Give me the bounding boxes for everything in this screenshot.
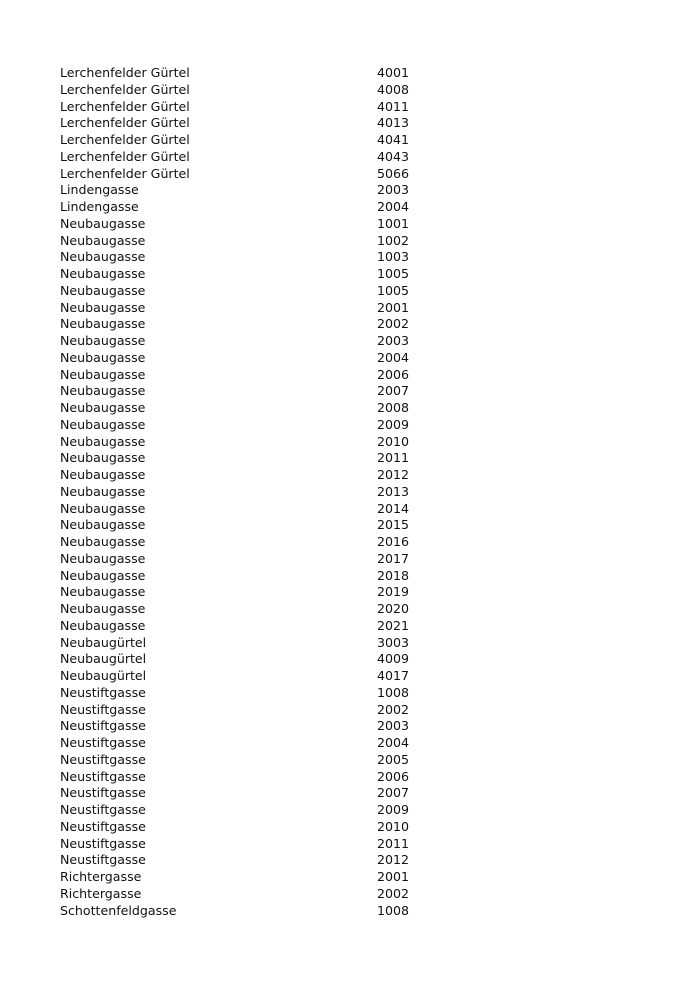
number-cell: 4041 — [377, 132, 410, 147]
table-row — [60, 400, 440, 417]
street-name-cell: Neubaugasse — [60, 349, 146, 365]
number-cell: 4017 — [377, 668, 410, 683]
street-name-cell: Lerchenfelder Gürtel — [60, 132, 190, 147]
street-name-cell: Neustiftgasse — [60, 701, 146, 717]
table-row — [60, 852, 440, 869]
table-row — [60, 249, 440, 266]
table-row — [60, 434, 440, 451]
number-cell: 3003 — [377, 634, 410, 650]
number-cell: 2010 — [377, 433, 410, 449]
table-row — [60, 769, 440, 786]
number-cell: 2018 — [377, 567, 410, 583]
number-cell: 4009 — [377, 651, 410, 667]
street-name-cell: Neubaugasse — [60, 316, 146, 332]
number-cell: 2006 — [377, 366, 410, 382]
street-name-cell: Neubaugasse — [60, 249, 146, 265]
number-cell: 2012 — [377, 852, 410, 868]
number-cell: 2001 — [377, 299, 410, 315]
table-row — [60, 300, 440, 317]
table-row — [60, 166, 440, 183]
table-row — [60, 333, 440, 350]
street-name-cell: Lerchenfelder Gürtel — [60, 115, 190, 131]
table-row — [60, 484, 440, 501]
table-row — [60, 115, 440, 132]
street-name-cell: Neubaugasse — [60, 550, 146, 566]
address-table — [60, 65, 440, 919]
street-name-cell: Neubaugasse — [60, 617, 146, 633]
number-cell: 4001 — [377, 65, 410, 80]
number-cell: 1008 — [377, 684, 410, 700]
table-row — [60, 651, 440, 668]
table-row — [60, 99, 440, 116]
street-name-cell: Neubaugürtel — [60, 634, 147, 650]
street-name-cell: Neubaugasse — [60, 450, 146, 466]
number-cell: 2004 — [377, 735, 410, 750]
street-name-cell: Neubaugasse — [60, 266, 146, 281]
number-cell: 2016 — [377, 534, 410, 549]
table-row — [60, 836, 440, 853]
table-row — [60, 149, 440, 166]
number-cell: 2003 — [377, 333, 410, 348]
number-cell: 1005 — [377, 282, 410, 298]
number-cell: 2003 — [377, 182, 410, 198]
table-row — [60, 903, 440, 920]
street-name-cell: Neubaugasse — [60, 567, 146, 583]
number-cell: 2017 — [377, 550, 410, 566]
table-row — [60, 266, 440, 283]
table-row — [60, 517, 440, 534]
number-cell: 2004 — [377, 199, 410, 214]
number-cell: 2021 — [377, 617, 410, 633]
street-name-cell: Neustiftgasse — [60, 684, 146, 700]
table-row — [60, 132, 440, 149]
street-name-cell: Neustiftgasse — [60, 751, 146, 767]
table-row — [60, 819, 440, 836]
street-name-cell: Neustiftgasse — [60, 835, 146, 851]
street-name-cell: Neubaugasse — [60, 215, 146, 231]
table-row — [60, 233, 440, 250]
table-row — [60, 283, 440, 300]
street-name-cell: Neubaugürtel — [60, 668, 147, 683]
table-row — [60, 367, 440, 384]
street-name-cell: Lerchenfelder Gürtel — [60, 148, 190, 164]
number-cell: 2013 — [377, 483, 410, 499]
number-cell: 2014 — [377, 500, 410, 516]
table-row — [60, 735, 440, 752]
table-row — [60, 568, 440, 585]
number-cell: 4013 — [377, 115, 410, 131]
table-row — [60, 501, 440, 518]
table-row — [60, 718, 440, 735]
street-name-cell: Neubaugasse — [60, 416, 146, 432]
number-cell: 2008 — [377, 400, 410, 415]
number-cell: 1002 — [377, 232, 410, 248]
table-row — [60, 886, 440, 903]
table-row — [60, 350, 440, 367]
street-name-cell: Neubaugasse — [60, 601, 146, 616]
number-cell: 2015 — [377, 517, 410, 533]
number-cell: 1005 — [377, 266, 410, 281]
table-row — [60, 702, 440, 719]
table-row — [60, 417, 440, 434]
table-row — [60, 802, 440, 819]
number-cell: 2002 — [377, 316, 410, 332]
street-name-cell: Neustiftgasse — [60, 802, 146, 817]
number-cell: 1008 — [377, 902, 410, 918]
street-name-cell: Neubaugasse — [60, 299, 146, 315]
table-row — [60, 182, 440, 199]
street-name-cell: Richtergasse — [60, 869, 142, 884]
street-name-cell: Neustiftgasse — [60, 785, 146, 801]
table-row — [60, 601, 440, 618]
number-cell: 2009 — [377, 416, 410, 432]
street-name-cell: Neubaugasse — [60, 282, 146, 298]
table-row — [60, 668, 440, 685]
number-cell: 2009 — [377, 802, 410, 817]
table-row — [60, 785, 440, 802]
table-row — [60, 82, 440, 99]
table-row — [60, 685, 440, 702]
street-name-cell: Neubaugasse — [60, 232, 146, 248]
table-row — [60, 467, 440, 484]
street-name-cell: Neubaugasse — [60, 534, 146, 549]
table-row — [60, 199, 440, 216]
street-name-cell: Neubaugasse — [60, 584, 146, 600]
street-name-cell: Neubaugasse — [60, 433, 146, 449]
street-name-cell: Neubaugürtel — [60, 651, 147, 667]
number-cell: 2011 — [377, 835, 410, 851]
table-row — [60, 65, 440, 82]
number-cell: 2007 — [377, 383, 410, 399]
number-cell: 2019 — [377, 584, 410, 600]
street-name-cell: Neubaugasse — [60, 517, 146, 533]
table-row — [60, 635, 440, 652]
street-name-cell: Lindengasse — [60, 182, 139, 198]
number-cell: 2020 — [377, 601, 410, 616]
table-row — [60, 584, 440, 601]
street-name-cell: Schottenfeldgasse — [60, 902, 177, 918]
table-row — [60, 869, 440, 886]
street-name-cell: Neustiftgasse — [60, 718, 146, 734]
street-name-cell: Lerchenfelder Gürtel — [60, 65, 190, 80]
number-cell: 5066 — [377, 165, 410, 181]
number-cell: 2004 — [377, 349, 410, 365]
number-cell: 1001 — [377, 215, 410, 231]
number-cell: 2006 — [377, 768, 410, 784]
number-cell: 2002 — [377, 885, 410, 901]
number-cell: 2011 — [377, 450, 410, 466]
street-name-cell: Lerchenfelder Gürtel — [60, 81, 190, 97]
street-name-cell: Neubaugasse — [60, 400, 146, 415]
number-cell: 4043 — [377, 148, 410, 164]
street-name-cell: Lerchenfelder Gürtel — [60, 165, 190, 181]
street-name-cell: Lerchenfelder Gürtel — [60, 98, 190, 114]
table-row — [60, 618, 440, 635]
street-name-cell: Neustiftgasse — [60, 768, 146, 784]
table-row — [60, 752, 440, 769]
table-row — [60, 216, 440, 233]
number-cell: 2002 — [377, 701, 410, 717]
number-cell: 1003 — [377, 249, 410, 265]
number-cell: 2003 — [377, 718, 410, 734]
table-row — [60, 383, 440, 400]
number-cell: 2007 — [377, 785, 410, 801]
street-name-cell: Richtergasse — [60, 885, 142, 901]
table-row — [60, 534, 440, 551]
number-cell: 2005 — [377, 751, 410, 767]
street-name-cell: Neubaugasse — [60, 383, 146, 399]
number-cell: 4008 — [377, 81, 410, 97]
table-row — [60, 316, 440, 333]
street-name-cell: Neubaugasse — [60, 366, 146, 382]
street-name-cell: Neubaugasse — [60, 467, 146, 482]
number-cell: 2012 — [377, 467, 410, 482]
table-row — [60, 551, 440, 568]
street-name-cell: Neustiftgasse — [60, 852, 146, 868]
street-name-cell: Neubaugasse — [60, 500, 146, 516]
street-name-cell: Neustiftgasse — [60, 818, 146, 834]
number-cell: 2010 — [377, 818, 410, 834]
number-cell: 2001 — [377, 869, 410, 884]
street-name-cell: Neubaugasse — [60, 483, 146, 499]
street-name-cell: Lindengasse — [60, 199, 139, 214]
street-name-cell: Neubaugasse — [60, 333, 146, 348]
number-cell: 4011 — [377, 98, 410, 114]
street-name-cell: Neustiftgasse — [60, 735, 146, 750]
table-row — [60, 450, 440, 467]
